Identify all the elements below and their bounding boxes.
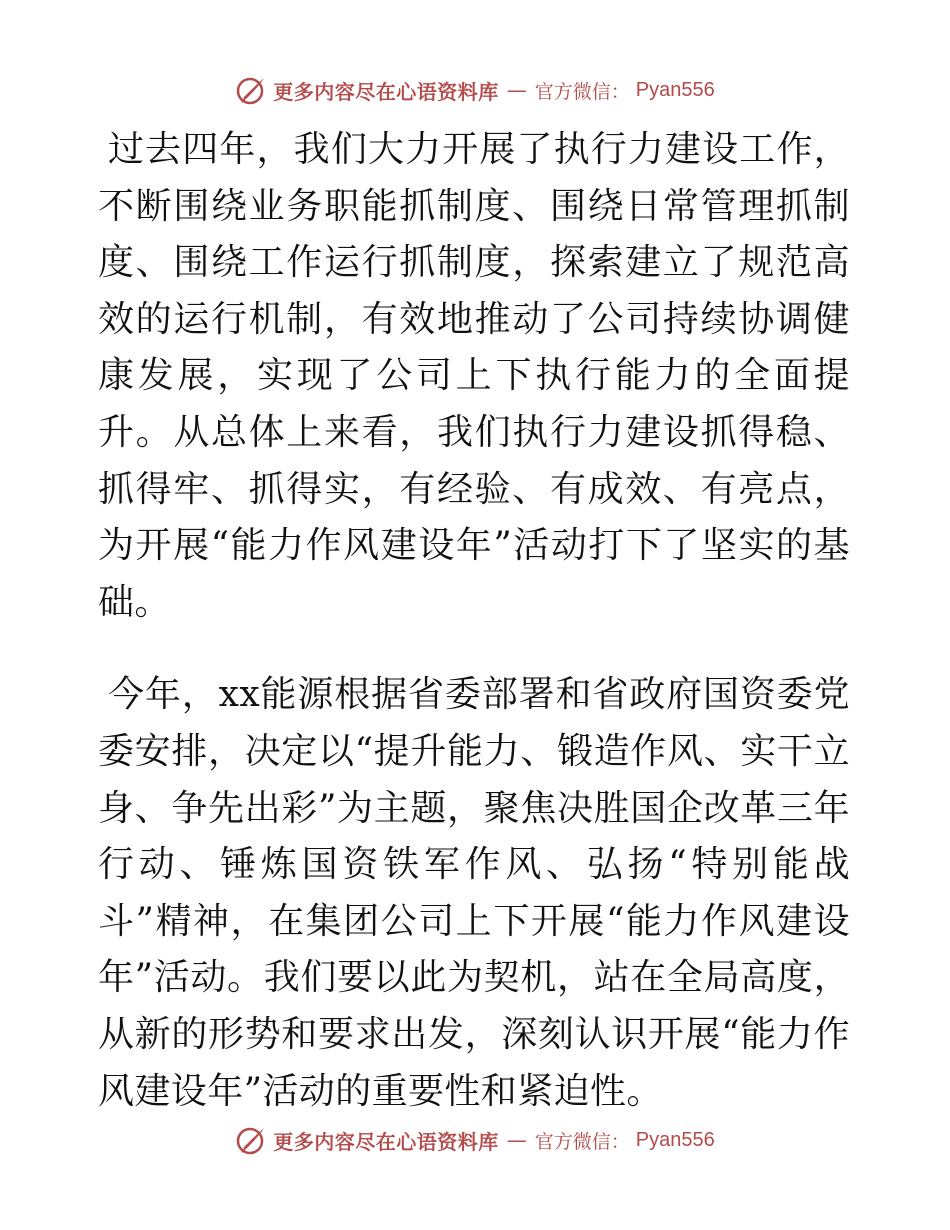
document-body (98, 122, 850, 1120)
paragraph-2: 今年，xx能源根据省委部署和省政府国资委党委安排，决定以“提升能力、锻造作风、实干立身、争先出彩”为主题，聚焦决胜国企改革三年行动、锤炼国资铁军作风、弘扬“特别能战斗”精神，在集团公司上下开展“能力作风建设年”活动。我们要以此为契机，站在全局高度，从新的形势和要求出发，深刻认识开展“能力作风建设年”活动的重要性和紧迫性。 (98, 674, 850, 1112)
watermark-wechat-id: Pyan556 (635, 78, 715, 101)
paragraph-1: 过去四年，我们大力开展了执行力建设工作，不断围绕业务职能抓制度、围绕日常管理抓制度、围绕工作运行抓制度，探索建立了规范高效的运行机制，有效地推动了公司持续协调健康发展，实现了公司上下执行能力的全面提升。从总体上来看，我们执行力建设抓得稳、抓得牢、抓得实，有经验、有成效、有亮点，为开展“能力作风建设年”活动打下了坚实的基础。 (98, 129, 850, 623)
quill-circle-icon (235, 1124, 267, 1156)
watermark-site-text: 更多内容尽在心语资料库 (273, 1129, 499, 1154)
watermark-dash: — (506, 1128, 527, 1152)
watermark-wechat-label: 官方微信： (534, 1130, 630, 1153)
watermark-wechat-id: Pyan556 (635, 1128, 715, 1151)
footer-watermark (0, 1120, 950, 1160)
watermark-dash: — (506, 78, 527, 102)
watermark-site-text: 更多内容尽在心语资料库 (273, 79, 499, 104)
header-watermark (0, 70, 950, 110)
quill-circle-icon (235, 74, 267, 106)
watermark-wechat-label: 官方微信： (534, 80, 630, 103)
